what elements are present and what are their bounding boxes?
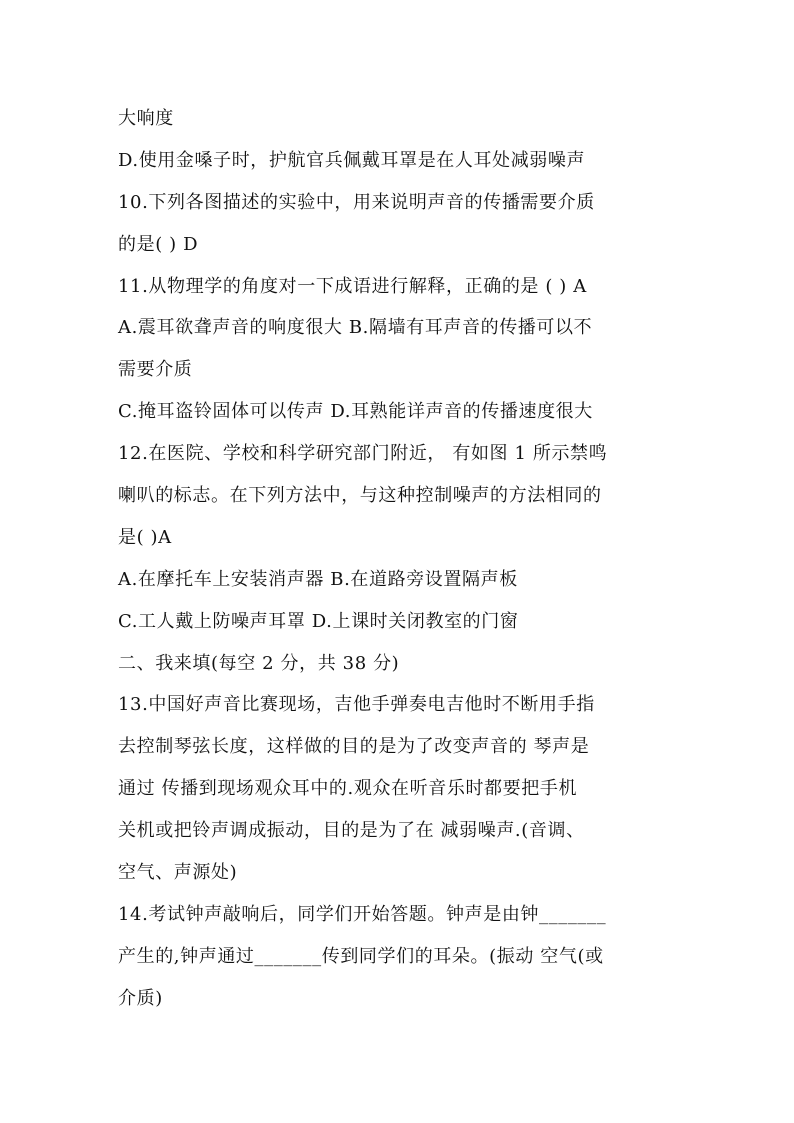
text-line: 空气、声源处)	[118, 862, 238, 884]
text-line: 需要介质	[118, 359, 193, 381]
section-heading: 二、我来填(每空 2 分，共 38 分)	[118, 652, 400, 674]
text-line: C.工人戴上防噪声耳罩 D.上课时关闭教室的门窗	[118, 610, 519, 632]
text-line: 介质)	[118, 987, 163, 1009]
text-line: 是( )A	[118, 526, 172, 548]
text-line: D.使用金嗓子时，护航官兵佩戴耳罩是在人耳处减弱噪声	[118, 149, 586, 171]
text-line: 通过 传播到现场观众耳中的.观众在听音乐时都要把手机	[118, 778, 578, 800]
text-line: C.掩耳盗铃固体可以传声 D.耳熟能详声音的传播速度很大	[118, 401, 593, 423]
text-line: A.震耳欲聋声音的响度很大 B.隔墙有耳声音的传播可以不	[118, 317, 593, 339]
text-line: A.在摩托车上安装消声器 B.在道路旁设置隔声板	[118, 568, 518, 590]
text-line: 关机或把铃声调成振动，目的是为了在 减弱噪声.(音调、	[118, 820, 585, 842]
text-line: 产生的,钟声通过_______传到同学们的耳朵。(振动 空气(或	[118, 945, 604, 967]
text-line: 去控制琴弦长度，这样做的目的是为了改变声音的 琴声是	[118, 736, 590, 758]
text-line: 喇叭的标志。在下列方法中，与这种控制噪声的方法相同的	[118, 485, 602, 507]
document-body	[118, 98, 698, 1020]
text-line: 大响度	[118, 108, 174, 129]
question-10-line: 10.下列各图描述的实验中，用来说明声音的传播需要介质	[118, 191, 595, 213]
question-12-line: 12.在医院、学校和科学研究部门附近， 有如图 1 所示禁鸣	[118, 443, 608, 465]
text-line: 的是( ) D	[118, 233, 199, 255]
question-14-line: 14.考试钟声敲响后，同学们开始答题。钟声是由钟_______	[118, 903, 607, 925]
question-11-line: 11.从物理学的角度对一下成语进行解释，正确的是 ( ) A	[118, 275, 587, 297]
question-13-line: 13.中国好声音比赛现场，吉他手弹奏电吉他时不断用手指	[118, 694, 595, 716]
